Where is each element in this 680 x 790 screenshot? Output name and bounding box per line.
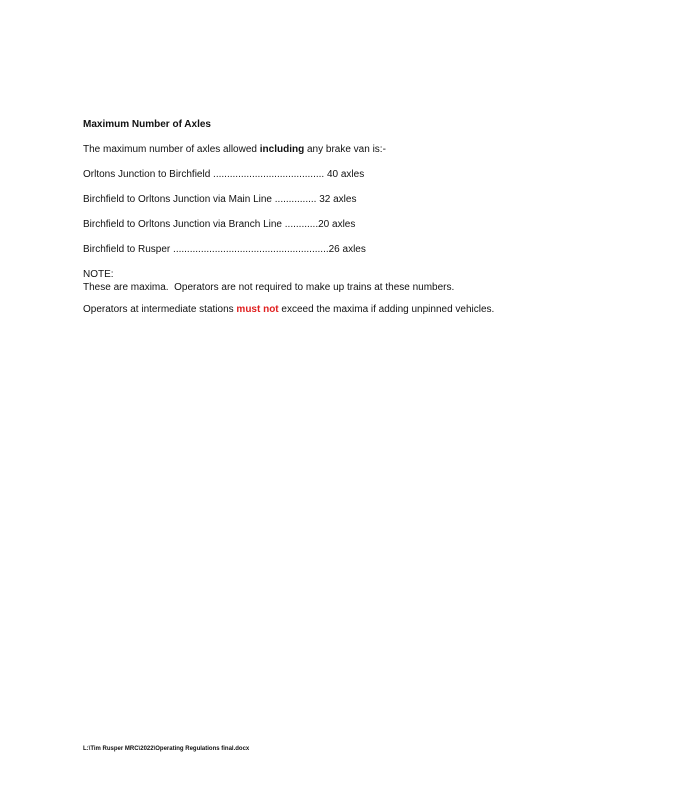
intro-emphasis: including: [259, 144, 305, 155]
section-heading: Maximum Number of Axles: [83, 119, 211, 130]
operators-text-after: exceed the maxima if adding unpinned vehicles.: [278, 304, 495, 315]
operators-text-before: Operators at intermediate stations: [83, 304, 237, 315]
operators-emphasis: must not: [236, 304, 279, 315]
note-block: [83, 268, 643, 294]
route-line-orltons-birchfield: Orltons Junction to Birchfield ........................................ 40 axles: [83, 169, 365, 180]
route-line-birchfield-orltons-branch: Birchfield to Orltons Junction via Branch Line ............20 axles: [83, 219, 356, 230]
note-text: These are maxima. Operators are not required to make up trains at these numbers.: [83, 282, 455, 293]
intro-paragraph: [83, 143, 643, 156]
footer-file-path: L:\Tim Rusper MRC\2022\Operating Regulations final.docx: [83, 746, 250, 752]
note-label: NOTE:: [83, 269, 114, 280]
route-line-birchfield-rusper: Birchfield to Rusper ........................................................26 axles: [83, 244, 366, 255]
document-body: [83, 118, 643, 328]
intro-text-after: any brake van is:-: [304, 144, 386, 155]
operators-paragraph: [83, 303, 643, 316]
route-line-birchfield-orltons-main: Birchfield to Orltons Junction via Main Line ............... 32 axles: [83, 194, 357, 205]
intro-text-before: The maximum number of axles allowed: [83, 144, 260, 155]
